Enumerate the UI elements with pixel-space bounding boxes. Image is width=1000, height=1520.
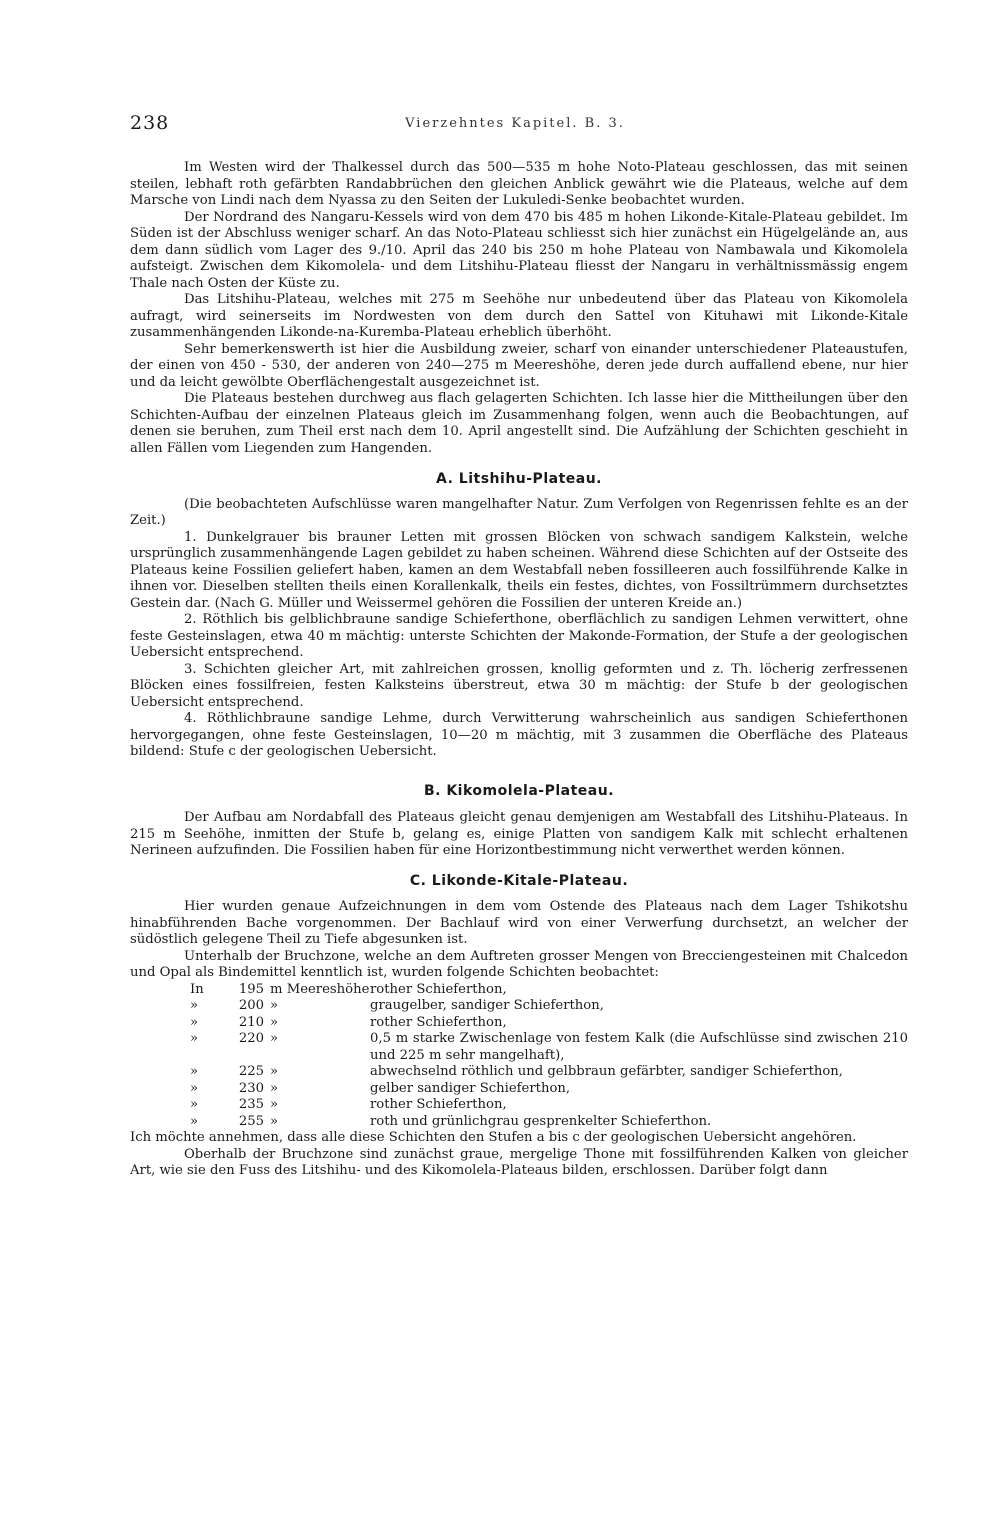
strata-prefix: In — [190, 981, 204, 997]
section-heading-likonde-kitale: C. Likonde-Kitale-Plateau. — [409, 872, 629, 889]
strata-row — [130, 1097, 908, 1114]
strata-prefix: » — [190, 1014, 199, 1030]
section-paragraph: Unterhalb der Bruchzone, welche an dem Auftreten grosser Mengen von Brecciengesteinen mit Chalcedon und Opal als Bindemittel kenntlich ist, wurden folgende Schichten beobachtet: — [130, 948, 908, 980]
intro-paragraph: Im Westen wird der Thalkessel durch das 500—535 m hohe Noto-Plateau geschlossen, das mit seinen steilen, lebhaft roth gefärbten Randabbrüchen den gleichen Anblick gewährt wie die Plateaus, welche auf dem Marsche von Lindi nach dem Nyassa zu den Seiten der Lukuledi-Senke beobachtet wurden. — [130, 160, 908, 208]
strata-description: abwechselnd röthlich und gelbbraun gefärbter, sandiger Schieferthon, — [370, 1064, 843, 1079]
section-paragraph: Ich möchte annehmen, dass alle diese Schichten den Stufen a bis c der geologischen Uebersicht angehören. — [130, 1130, 857, 1145]
strata-prefix: » — [190, 1080, 199, 1096]
section-paragraph: Der Aufbau am Nordabfall des Plateaus gleicht genau demjenigen am Westabfall des Litshihu-Plateaus. In 215 m Seehöhe, inmitten der Stufe b, gelang es, einige Platten von sandigem Kalk mit schlecht erhaltenen Nerineen aufzufinden. Die Fossilien haben für eine Horizontbestimmung nicht verwerthet werden können. — [130, 810, 908, 858]
strata-unit: » — [270, 1080, 279, 1096]
page-number: 238 — [130, 112, 170, 134]
section-paragraph: Hier wurden genaue Aufzeichnungen in dem vom Ostende des Plateaus nach dem Lager Tshikotshu hinabführenden Bache vorgenommen. Der Bachlauf wird von einer Verwerfung durchsetzt, an welcher der südöstlich gelegene Theil zu Tiefe abgesunken ist. — [130, 899, 908, 947]
stratum-item: 1. Dunkelgrauer bis brauner Letten mit grossen Blöcken von schwach sandigem Kalkstein, welche ursprünglich zusammenhängende Lagen gebildet zu haben scheinen. Während diese Schichten auf der Ostseite des Plateaus keine Fossilien geliefert haben, kamen an dem Westabfall neben fossilleeren auch fossilführende Kalke in ihnen vor. Dieselben stellten theils einen Korallenkalk, theils ein festes, dichtes, von Fossiltrümmern durchsetztes Gestein dar. (Nach G. Müller und Weissermel gehören die Fossilien der unteren Kreide an.) — [130, 529, 908, 611]
strata-table — [130, 982, 908, 1131]
strata-unit: » — [270, 1064, 279, 1079]
strata-prefix: » — [190, 998, 199, 1013]
strata-height: 210 — [238, 1014, 264, 1030]
strata-prefix: » — [190, 1097, 199, 1112]
intro-paragraph: Der Nordrand des Nangaru-Kessels wird von dem 470 bis 485 m hohen Likonde-Kitale-Plateau gebildet. Im Süden ist der Abschluss weniger scharf. An das Noto-Plateau schliesst sich hier zunächst ein Hügelgelände an, aus dem dann südlich vom Lager des 9./10. April das 240 bis 250 m hohe Plateau von Nambawala und Kikomolela aufsteigt. Zwischen dem Kikomolela- und dem Litshihu-Plateau fliesst der Nangaru in verhältnissmässig engem Thale nach Osten der Küste zu. — [130, 209, 908, 291]
strata-description: graugelber, sandiger Schieferthon, — [370, 998, 604, 1013]
running-head: Vierzehntes Kapitel. B. 3. — [405, 116, 625, 131]
strata-description: rother Schieferthon, — [370, 981, 507, 997]
strata-row — [130, 982, 908, 999]
strata-row — [130, 1015, 908, 1032]
strata-description: 0,5 m starke Zwischenlage von festem Kalk (die Aufschlüsse sind zwischen 210 und 225 m sehr mangelhaft), — [370, 1031, 908, 1063]
strata-prefix: » — [190, 1113, 199, 1129]
strata-description: rother Schieferthon, — [370, 1097, 507, 1112]
strata-description: rother Schieferthon, — [370, 1014, 507, 1030]
strata-height: 255 — [238, 1113, 264, 1129]
strata-height: 225 — [238, 1064, 264, 1079]
section-heading-litshihu: A. Litshihu-Plateau. — [436, 471, 602, 487]
strata-row — [130, 1114, 908, 1131]
strata-row — [130, 998, 908, 1015]
page-header — [130, 112, 900, 136]
strata-prefix: » — [190, 1031, 199, 1046]
strata-prefix: » — [190, 1064, 199, 1079]
strata-unit: » — [270, 998, 279, 1013]
strata-height: 195 — [238, 981, 264, 997]
strata-height: 235 — [238, 1097, 264, 1112]
strata-height: 200 — [238, 998, 264, 1013]
strata-unit: » — [270, 1113, 279, 1129]
strata-description: roth und grünlichgrau gesprenkelter Schieferthon. — [370, 1113, 712, 1129]
strata-unit: » — [270, 1014, 279, 1030]
strata-row — [130, 1081, 908, 1098]
strata-unit: m Meereshöhe — [270, 981, 370, 997]
intro-paragraph: Das Litshihu-Plateau, welches mit 275 m Seehöhe nur unbedeutend über das Plateau von Kikomolela aufragt, wird seinerseits im Nordwesten von dem durch den Sattel von Kituhawi mit Likonde-Kitale zusammenhängenden Likonde-na-Kuremba-Plateau erheblich überhöht. — [130, 292, 908, 340]
stratum-item: 3. Schichten gleicher Art, mit zahlreichen grossen, knollig geformten und z. Th. löcherig zerfressenen Blöcken eines fossilfreien, festen Kalksteins überstreut, etwa 30 m mächtig: der Stufe b der geologischen Uebersicht entsprechend. — [130, 661, 908, 710]
intro-paragraph: Die Plateaus bestehen durchweg aus flach gelagerten Schichten. Ich lasse hier die Mittheilungen über den Schichten-Aufbau der einzelnen Plateaus gleich im Zusammenhang folgen, wenn auch die Beobachtungen, auf denen sie beruhen, zum Theil erst nach dem 10. April angestellt sind. Die Aufzählung der Schichten geschieht in allen Fällen vom Liegenden zum Hangenden. — [130, 391, 908, 456]
intro-paragraph: Sehr bemerkenswerth ist hier die Ausbildung zweier, scharf von einander unterschiedener Plateaustufen, der einen von 450 - 530, der anderen von 240—275 m Meereshöhe, deren jede durch auffallend ebene, nur hier und da leicht gewölbte Oberflächengestalt ausgezeichnet ist. — [130, 341, 908, 390]
strata-unit: » — [270, 1031, 279, 1046]
section-note: (Die beobachteten Aufschlüsse waren mangelhafter Natur. Zum Verfolgen von Regenrissen fehlte es an der Zeit.) — [130, 496, 908, 528]
strata-height: 220 — [238, 1031, 264, 1046]
strata-unit: » — [270, 1097, 279, 1112]
stratum-item: 4. Röthlichbraune sandige Lehme, durch Verwitterung wahrscheinlich aus sandigen Schieferthonen hervorgegangen, ohne feste Gesteinslagen, 10—20 m mächtig, mit 3 zusammen die Oberfläche des Plateaus bildend: Stufe c der geologischen Uebersicht. — [130, 711, 908, 759]
stratum-item: 2. Röthlich bis gelblichbraune sandige Schieferthone, oberflächlich zu sandigen Lehmen verwittert, ohne feste Gesteinslagen, etwa 40 m mächtig: unterste Schichten der Makonde-Formation, der Stufe a der geologischen Uebersicht entsprechend. — [130, 612, 908, 660]
section-paragraph: Oberhalb der Bruchzone sind zunächst graue, mergelige Thone mit fossilführenden Kalken von gleicher Art, wie sie den Fuss des Litshihu- und des Kikomolela-Plateaus bilden, erschlossen. Darüber folgt dann — [130, 1146, 908, 1178]
page-body — [130, 160, 908, 1180]
section-heading-kikomolela: B. Kikomolela-Plateau. — [423, 782, 615, 799]
strata-row — [130, 1031, 908, 1064]
strata-height: 230 — [238, 1080, 264, 1096]
strata-description: gelber sandiger Schieferthon, — [370, 1080, 571, 1096]
strata-row — [130, 1064, 908, 1081]
